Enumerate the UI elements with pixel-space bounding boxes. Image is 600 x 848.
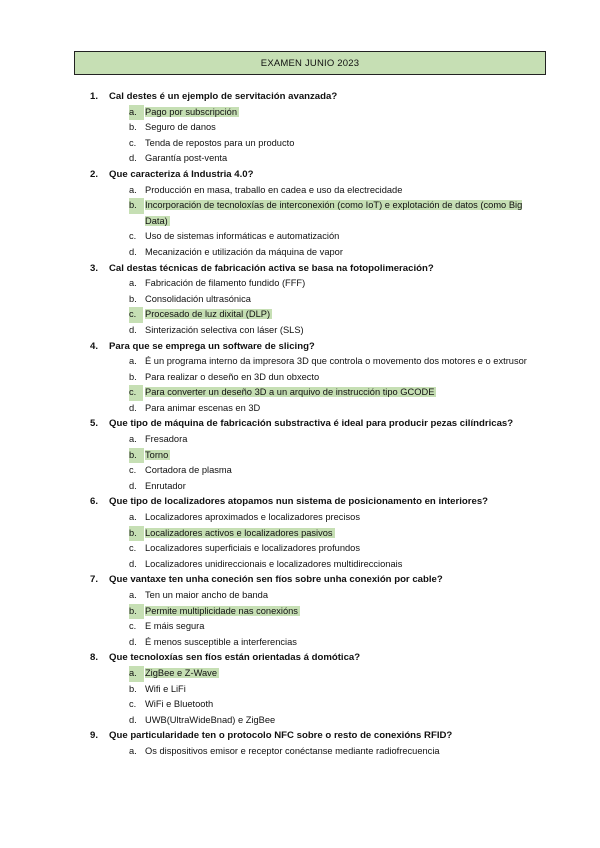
option-letter: a. [129, 590, 137, 600]
option-text: Pago por subscripción [145, 106, 237, 117]
question-number: 8. [90, 652, 99, 664]
question-text: Que tipo de máquina de fabricación substractiva é ideal para producir pezas cilíndricas? [109, 418, 514, 430]
question-text: Que tecnoloxías sen fíos están orientadas á domótica? [109, 652, 361, 664]
answer-option [0, 448, 600, 464]
option-letter: c. [129, 543, 137, 554]
answer-option [0, 744, 600, 760]
answer-option [0, 635, 600, 651]
option-letter: d. [129, 246, 137, 257]
answer-option [0, 682, 600, 698]
option-text: Para converter un deseño 3D a un arquivo de instrucción tipo GCODE [145, 387, 435, 398]
answer-option [0, 183, 600, 199]
option-text: Consolidación ultrasónica [145, 293, 251, 304]
option-text: E máis segura [145, 621, 205, 632]
option-letter: c. [129, 231, 137, 242]
question-3 [0, 261, 600, 277]
answer-option [0, 526, 600, 542]
option-letter: b. [129, 371, 137, 382]
option-text: É un programa interno da impresora 3D que controla o movemento dos motores e o extrusor [145, 356, 527, 367]
option-text: Fabricación de filamento fundido (FFF) [145, 278, 306, 289]
question-number: 3. [90, 262, 99, 274]
question-2 [0, 167, 600, 183]
answer-option [0, 370, 600, 386]
answer-option [0, 713, 600, 729]
option-text: Garantía post-venta [145, 153, 228, 164]
question-text: Para que se emprega un software de slicing? [109, 340, 315, 352]
question-4 [0, 339, 600, 355]
option-letter: a. [129, 434, 137, 445]
option-text: Tenda de repostos para un producto [145, 137, 295, 148]
option-text: É menos susceptible a interferencias [145, 636, 297, 647]
question-number: 6. [90, 496, 99, 508]
option-text: Localizadores activos e localizadores pasivos [145, 527, 333, 538]
option-text: UWB(UltraWideBnad) e ZigBee [145, 714, 276, 725]
answer-option [0, 510, 600, 526]
question-number: 1. [90, 91, 99, 102]
answer-option [0, 463, 600, 479]
answer-option [0, 120, 600, 136]
question-8 [0, 650, 600, 666]
answer-option [0, 354, 600, 370]
option-letter: b. [129, 293, 137, 304]
answer-option [0, 479, 600, 495]
option-text: Uso de sistemas informáticas e automatización [145, 231, 340, 242]
exam-title: EXAMEN JUNIO 2023 [74, 51, 546, 75]
option-letter: d. [129, 636, 137, 647]
option-text: Localizadores superficiais e localizadores profundos [145, 543, 360, 554]
answer-option [0, 401, 600, 417]
question-5 [0, 416, 600, 432]
answer-option [0, 276, 600, 292]
option-letter: a. [129, 278, 137, 289]
option-letter: d. [129, 480, 137, 491]
question-number: 5. [90, 418, 99, 430]
option-letter: b. [129, 683, 137, 694]
option-text: Torno [145, 449, 169, 460]
answer-option [0, 151, 600, 167]
question-text: Que tipo de localizadores atopamos nun sistema de posicionamento en interiores? [109, 496, 489, 508]
option-text: Enrutador [145, 480, 186, 491]
option-text: Seguro de danos [145, 122, 216, 133]
option-letter: a. [129, 666, 144, 682]
answer-option [0, 323, 600, 339]
option-letter: c. [129, 465, 137, 476]
option-letter: b. [129, 604, 144, 620]
question-list [0, 89, 600, 760]
option-text: Ten un maior ancho de banda [145, 590, 269, 600]
option-letter: c. [129, 699, 137, 710]
option-text: Cortadora de plasma [145, 465, 232, 476]
option-text: Procesado de luz dixital (DLP) [145, 309, 271, 320]
option-text: Para realizar o deseño en 3D dun obxecto [145, 371, 320, 382]
answer-option [0, 136, 600, 152]
option-letter: d. [129, 153, 137, 164]
question-6 [0, 494, 600, 510]
option-letter: c. [129, 621, 137, 632]
answer-option [0, 245, 600, 261]
option-text: WiFi e Bluetooth [145, 699, 214, 710]
option-text: Fresadora [145, 434, 188, 445]
question-7 [0, 572, 600, 588]
answer-option [0, 292, 600, 308]
option-letter: d. [129, 714, 137, 725]
option-text: Localizadores unidireccionais e localizadores multidireccionais [145, 558, 403, 569]
option-text: Sinterización selectiva con láser (SLS) [145, 324, 304, 335]
answer-option [0, 541, 600, 557]
answer-option [0, 619, 600, 635]
option-letter: a. [129, 356, 137, 367]
option-letter: d. [129, 324, 137, 335]
option-letter: c. [129, 137, 137, 148]
answer-option [0, 432, 600, 448]
question-number: 4. [90, 340, 99, 352]
answer-option [0, 385, 600, 401]
question-text: Cal destes é un ejemplo de servitación avanzada? [109, 91, 338, 102]
option-text: Incorporación de tecnoloxías de interconexión (como IoT) e explotación de datos (como Big Data) [145, 200, 523, 226]
option-letter: c. [129, 385, 143, 401]
option-text: Localizadores aproximados e localizadores precisos [145, 512, 360, 523]
option-letter: a. [129, 184, 137, 195]
answer-option [0, 307, 600, 323]
option-text: Para animar escenas en 3D [145, 402, 261, 413]
answer-option [0, 697, 600, 713]
answer-option [0, 229, 600, 245]
option-text: Mecanización e utilización da máquina de vapor [145, 246, 343, 257]
option-letter: b. [129, 198, 144, 214]
answer-option [0, 198, 600, 229]
option-letter: a. [129, 512, 137, 523]
question-1 [0, 89, 600, 105]
option-letter: b. [129, 526, 144, 542]
option-text: Os dispositivos emisor e receptor conéctanse mediante radiofrecuencia [145, 745, 440, 756]
option-letter: c. [129, 307, 143, 323]
option-text: Producción en masa, traballo en cadea e uso da electrecidade [145, 184, 403, 195]
option-letter: a. [129, 105, 144, 121]
option-letter: b. [129, 122, 137, 133]
question-number: 2. [90, 168, 99, 180]
option-letter: d. [129, 558, 137, 569]
option-letter: b. [129, 448, 144, 464]
option-letter: d. [129, 402, 137, 413]
question-9 [0, 728, 600, 744]
question-text: Que caracteriza á Industria 4.0? [109, 168, 254, 180]
question-number: 9. [90, 730, 99, 742]
answer-option [0, 666, 600, 682]
option-letter: a. [129, 745, 137, 756]
question-text: Cal destas técnicas de fabricación activa se basa na fotopolimeración? [109, 262, 434, 274]
option-text: Wifi e LiFi [145, 683, 186, 694]
question-text: Que particularidade ten o protocolo NFC sobre o resto de conexións RFID? [109, 730, 453, 742]
answer-option [0, 557, 600, 573]
answer-option [0, 588, 600, 604]
answer-option [0, 604, 600, 620]
option-text: Permite multiplicidade nas conexións [145, 605, 298, 616]
option-text: ZigBee e Z-Wave [145, 667, 217, 678]
question-text: Que vantaxe ten unha coneción sen fíos sobre unha conexión por cable? [109, 574, 443, 586]
answer-option [0, 105, 600, 121]
question-number: 7. [90, 574, 99, 586]
